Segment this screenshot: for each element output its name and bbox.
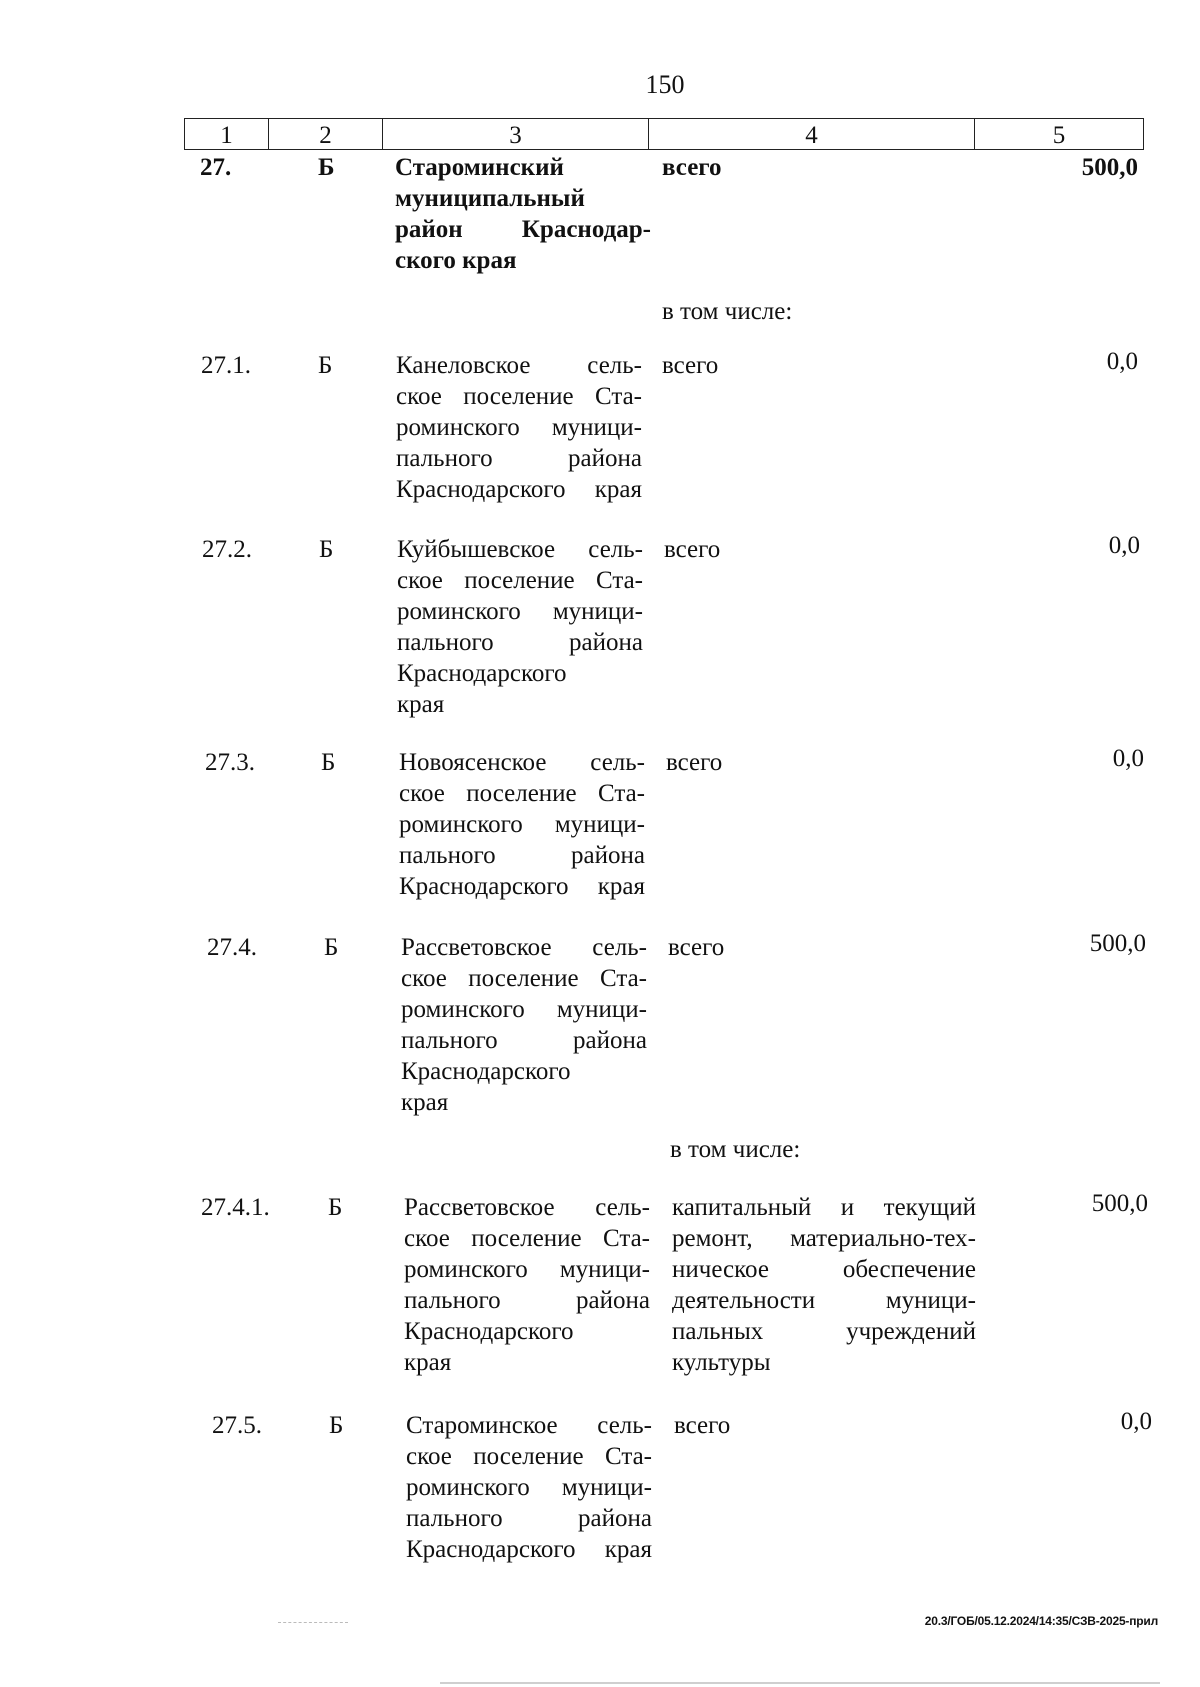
- scan-artifact: [278, 1622, 348, 1623]
- row-value: 0,0: [1120, 1408, 1152, 1435]
- row-name: [399, 747, 645, 902]
- row-name: [396, 350, 642, 505]
- name-line: ское поселение Ста-: [406, 1443, 652, 1470]
- row-value: 500,0: [1081, 154, 1138, 181]
- name-line: Краснодарского: [401, 1058, 571, 1085]
- desc-line: ремонт, материально-тех-: [672, 1225, 976, 1252]
- name-line: края: [397, 691, 445, 718]
- name-line: пального района: [399, 842, 645, 869]
- subhead-including: в том числе:: [662, 298, 793, 325]
- desc-line: всего: [668, 934, 725, 961]
- row-description: [674, 1410, 986, 1441]
- name-line: роминского муници-: [406, 1474, 652, 1501]
- name-line: Новоясенское сель-: [399, 749, 645, 776]
- desc-line: деятельности муници-: [672, 1287, 976, 1314]
- desc-line: культуры: [672, 1349, 771, 1376]
- name-line: Краснодарского края: [406, 1536, 652, 1563]
- name-line: Рассветовское сель-: [401, 934, 647, 961]
- row-number: 27.1.: [201, 352, 251, 379]
- row-name: [395, 152, 651, 276]
- name-line: ское поселение Ста-: [401, 965, 647, 992]
- row-value: 0,0: [1112, 745, 1144, 772]
- row-number: 27.5.: [212, 1412, 262, 1439]
- header-col-5: 5: [1052, 122, 1066, 149]
- name-line: Краснодарского края: [396, 476, 642, 503]
- row-description: [666, 747, 978, 778]
- name-line: пального района: [404, 1287, 650, 1314]
- row-category: Б: [329, 1412, 344, 1439]
- name-line: края: [404, 1349, 452, 1376]
- name-line: Краснодарского: [397, 660, 567, 687]
- name-line: ского края: [395, 247, 517, 274]
- name-line: пального района: [406, 1505, 652, 1532]
- name-line: пального района: [397, 629, 643, 656]
- row-name: [404, 1192, 650, 1378]
- row-number: 27.3.: [205, 749, 255, 776]
- row-category: Б: [319, 536, 334, 563]
- desc-line: всего: [666, 749, 723, 776]
- row-category: Б: [318, 352, 333, 379]
- header-col-3: 3: [383, 119, 649, 149]
- row-value: 0,0: [1108, 532, 1140, 559]
- name-line: муниципальный: [395, 185, 585, 212]
- name-line: пального района: [396, 445, 642, 472]
- desc-line: всего: [674, 1412, 731, 1439]
- name-line: ское поселение Ста-: [397, 567, 643, 594]
- table-header: [184, 118, 1144, 150]
- desc-line: всего: [662, 352, 719, 379]
- header-col-2: 2: [269, 119, 383, 149]
- row-number: 27.: [200, 154, 232, 181]
- name-line: роминского муници-: [399, 811, 645, 838]
- desc-line: пальных учреждений: [672, 1318, 976, 1345]
- name-line: Куйбышевское сель-: [397, 536, 643, 563]
- desc-line: капитальный и текущий: [672, 1194, 976, 1221]
- name-line: Краснодарского края: [399, 873, 645, 900]
- desc-line: всего: [664, 536, 721, 563]
- row-category: Б: [324, 934, 339, 961]
- row-description: [664, 534, 976, 565]
- name-line: Краснодарского: [404, 1318, 574, 1345]
- name-line: Староминский: [395, 154, 564, 181]
- scan-artifact: [440, 1682, 1160, 1684]
- row-category: Б: [328, 1194, 343, 1221]
- row-name: [406, 1410, 652, 1565]
- header-col-1: 1: [185, 119, 269, 149]
- row-description: [662, 152, 974, 183]
- row-name: [397, 534, 643, 720]
- name-line: роминского муници-: [404, 1256, 650, 1283]
- row-value: 500,0: [1091, 1190, 1148, 1217]
- subhead-including: в том числе:: [670, 1136, 801, 1163]
- row-name: [401, 932, 647, 1118]
- header-col-4: 4: [649, 119, 975, 149]
- desc-line: ническое обеспечение: [672, 1256, 976, 1283]
- row-number: 27.2.: [202, 536, 252, 563]
- row-description: [662, 350, 974, 381]
- name-line: края: [401, 1089, 449, 1116]
- row-value: 0,0: [1106, 348, 1138, 375]
- name-line: ское поселение Ста-: [399, 780, 645, 807]
- name-line: роминского муници-: [396, 414, 642, 441]
- desc-line: всего: [662, 154, 722, 181]
- name-line: роминского муници-: [397, 598, 643, 625]
- name-line: Староминское сель-: [406, 1412, 652, 1439]
- page-number: 150: [645, 70, 685, 99]
- row-category: Б: [318, 154, 335, 181]
- name-line: Канеловское сель-: [396, 352, 642, 379]
- name-line: ское поселение Ста-: [404, 1225, 650, 1252]
- row-description: [672, 1192, 976, 1378]
- name-line: пального района: [401, 1027, 647, 1054]
- row-value: 500,0: [1089, 930, 1146, 957]
- row-number: 27.4.1.: [201, 1194, 270, 1221]
- name-line: район Краснодар-: [395, 216, 651, 243]
- row-number: 27.4.: [207, 934, 257, 961]
- row-description: [668, 932, 980, 963]
- name-line: Рассветовское сель-: [404, 1194, 650, 1221]
- name-line: ское поселение Ста-: [396, 383, 642, 410]
- row-category: Б: [321, 749, 336, 776]
- document-code: 20.3/ГОБ/05.12.2024/14:35/СЗВ-2025-прил: [924, 1614, 1158, 1628]
- name-line: роминского муници-: [401, 996, 647, 1023]
